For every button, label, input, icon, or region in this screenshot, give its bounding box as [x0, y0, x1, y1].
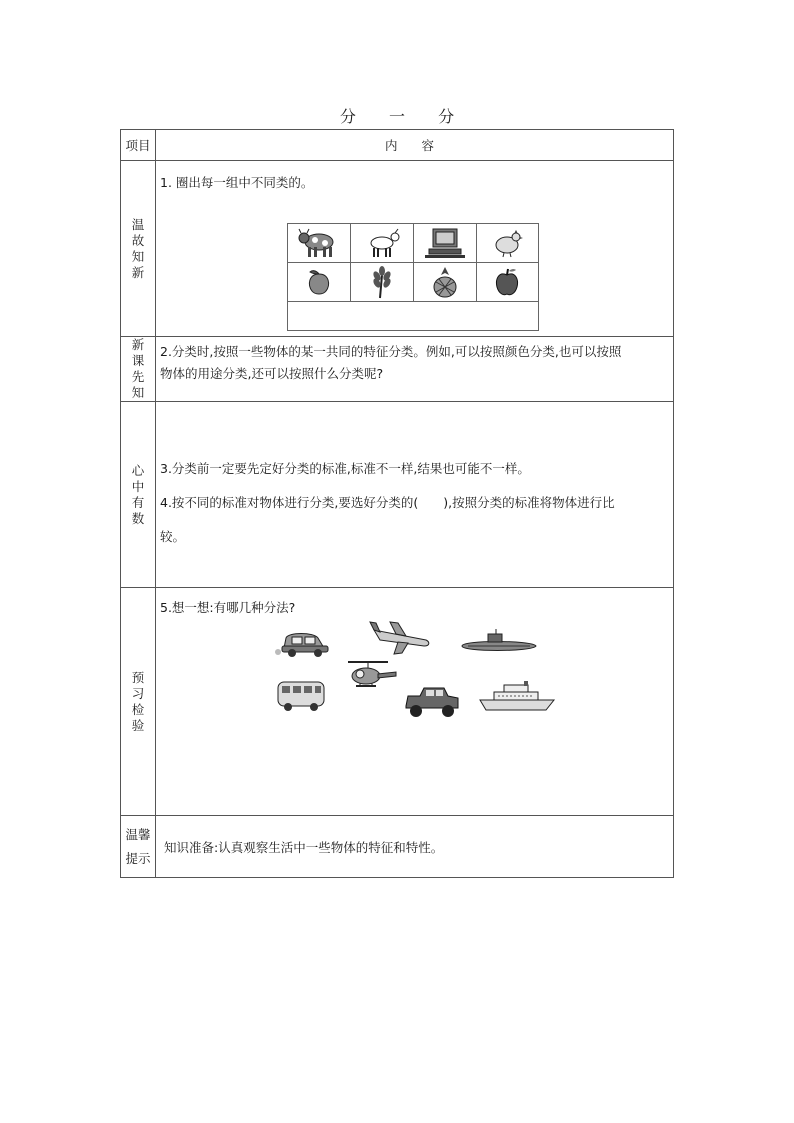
wheat-icon [368, 265, 396, 299]
helicopter-icon [344, 656, 400, 696]
apple-icon [493, 266, 521, 298]
picture-grid [287, 223, 539, 331]
row-preview [121, 337, 674, 402]
question-5: 5.想一想:有哪几种分法? [160, 600, 296, 615]
row-label-key-points: 心中有数 [131, 462, 145, 526]
goat-icon [362, 227, 402, 259]
cow-icon [297, 227, 341, 259]
ship-icon [478, 680, 558, 714]
row-tip [121, 816, 674, 878]
car-icon [274, 628, 336, 658]
row-review [121, 161, 674, 337]
header-row [121, 130, 674, 161]
row-label-preview: 新课先知 [131, 337, 145, 400]
point-4-line-2: 较。 [160, 528, 186, 544]
question-2-line-1: 2.分类时,按照一些物体的某一共同的特征分类。例如,可以按照颜色分类,也可以按照 [160, 344, 622, 359]
bus-icon [274, 678, 330, 714]
point-3: 3.分类前一定要先定好分类的标准,标准不一样,结果也可能不一样。 [160, 460, 530, 476]
worksheet-table [120, 129, 674, 878]
pineapple-icon [430, 265, 460, 299]
row-label-tip-bottom: 提示 [125, 850, 151, 866]
computer-icon [423, 227, 467, 259]
header-content: 内 容 [156, 130, 674, 161]
grid-row-animals [288, 224, 539, 263]
row-label-check: 预习检验 [131, 669, 145, 733]
peach-icon [304, 267, 334, 297]
submarine-icon [458, 628, 540, 658]
row-label-tip-top: 温馨 [125, 826, 151, 842]
grid-row-plants [288, 263, 539, 302]
row-check [121, 588, 674, 816]
airplane-icon [368, 620, 434, 656]
question-2-line-2: 物体的用途分类,还可以按照什么分类呢? [160, 366, 384, 381]
question-1: 1. 圈出每一组中不同类的。 [160, 175, 314, 190]
grid-row-blank [288, 302, 539, 331]
point-4-line-1: 4.按不同的标准对物体进行分类,要选好分类的( ),按照分类的标准将物体进行比 [160, 494, 615, 510]
row-label-review: 温故知新 [131, 216, 145, 280]
jeep-icon [400, 684, 464, 720]
chicken-icon [489, 228, 525, 258]
page-title: 分 一 分 [339, 107, 469, 126]
row-key-points [121, 402, 674, 588]
tip-text: 知识准备:认真观察生活中一些物体的特征和特性。 [164, 839, 444, 855]
header-project: 项目 [121, 130, 156, 161]
